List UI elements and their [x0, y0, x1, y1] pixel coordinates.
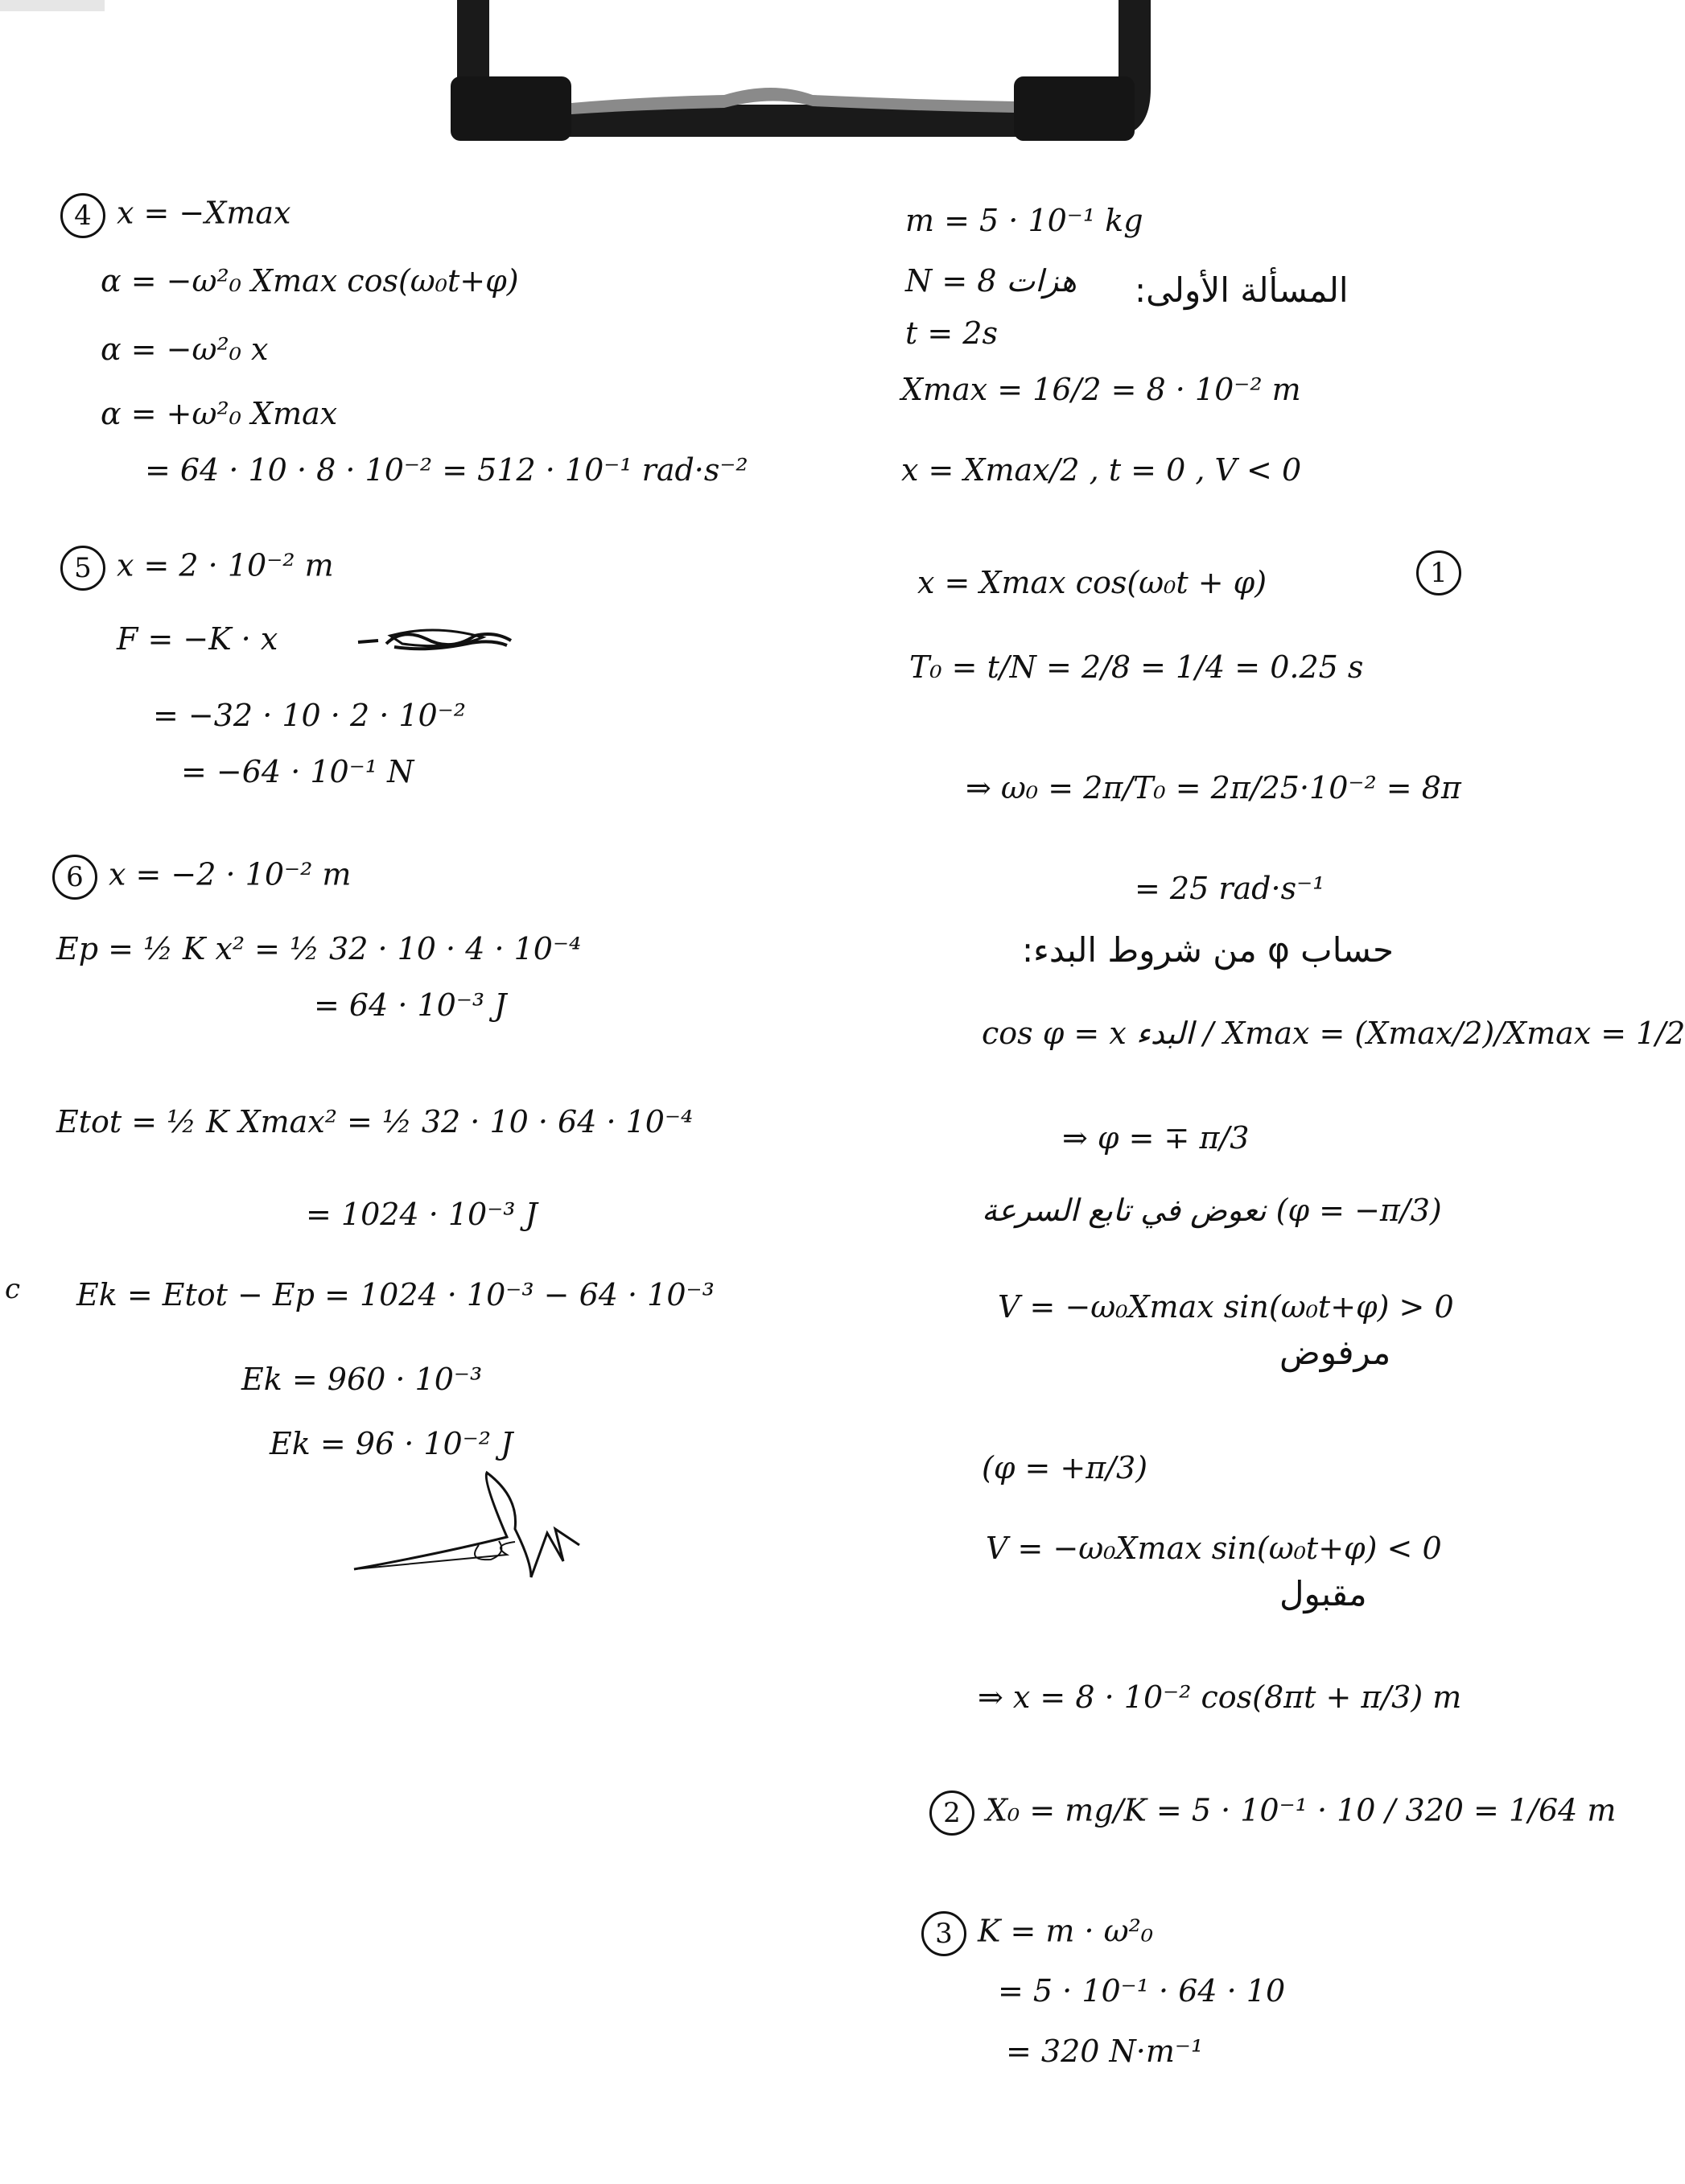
equation: x = −2 · 10⁻² m: [109, 856, 352, 892]
question-number: 6: [52, 855, 97, 900]
question-number: 3: [921, 1911, 966, 1956]
arabic-note: حساب φ من شروط البدء:: [1022, 930, 1394, 970]
given-time: t = 2s: [905, 315, 998, 351]
equation: ⇒ ω₀ = 2π/T₀ = 2π/25·10⁻² = 8π: [966, 770, 1461, 806]
clipboard-clip: [0, 0, 1545, 161]
equation: Ek = 960 · 10⁻³: [241, 1362, 483, 1397]
equation: x = 2 · 10⁻² m: [117, 547, 334, 583]
equation: Ek = Etot − Ep = 1024 · 10⁻³ − 64 · 10⁻³: [76, 1277, 715, 1312]
equation: = 25 rad·s⁻¹: [1135, 871, 1325, 906]
equation: Etot = ½ K Xmax² = ½ 32 · 10 · 64 · 10⁻⁴: [56, 1104, 694, 1139]
equation: ⇒ x = 8 · 10⁻² cos(8πt + π/3) m: [978, 1679, 1462, 1715]
equation: F = −K · x: [117, 621, 278, 657]
equation: Ek = 96 · 10⁻² J: [270, 1426, 513, 1461]
given-oscillations: N = 8 هزات: [905, 263, 1077, 299]
equation: V = −ω₀Xmax sin(ω₀t+φ) > 0: [998, 1289, 1454, 1325]
initial-conditions: x = Xmax/2 , t = 0 , V < 0: [901, 452, 1302, 488]
equation: (φ = +π/3): [982, 1450, 1148, 1486]
equation: Ep = ½ K x² = ½ 32 · 10 · 4 · 10⁻⁴: [56, 931, 582, 966]
margin-mark: c: [5, 1273, 21, 1305]
rejected-label: مرفوض: [1279, 1333, 1391, 1372]
question-number: 2: [929, 1790, 974, 1836]
equation: = −64 · 10⁻¹ N: [181, 754, 414, 789]
equation: ⇒ φ = ∓ π/3: [1062, 1120, 1250, 1156]
equation: = 5 · 10⁻¹ · 64 · 10: [998, 1973, 1286, 2009]
question-number: 1: [1416, 550, 1461, 595]
equation: α = −ω²₀ x: [101, 332, 269, 367]
accepted-label: مقبول: [1279, 1574, 1367, 1613]
question-number: 5: [60, 546, 105, 591]
equation: = 1024 · 10⁻³ J: [306, 1197, 538, 1232]
given-mass: m = 5 · 10⁻¹ kg: [905, 203, 1143, 238]
equation: α = +ω²₀ Xmax: [101, 396, 338, 431]
equation: = 64 · 10 · 8 · 10⁻² = 512 · 10⁻¹ rad·s⁻²: [145, 452, 748, 488]
equation: = 320 N·m⁻¹: [1006, 2034, 1204, 2069]
equation: x = Xmax cos(ω₀t + φ): [917, 565, 1267, 600]
equation: K = m · ω²₀: [978, 1913, 1154, 1949]
equation: x = −Xmax: [117, 195, 291, 231]
equation: α = −ω²₀ Xmax cos(ω₀t+φ): [101, 263, 519, 299]
equation: V = −ω₀Xmax sin(ω₀t+φ) < 0: [986, 1531, 1442, 1566]
equation: cos φ = x البدء / Xmax = (Xmax/2)/Xmax = 1/2: [982, 1016, 1685, 1051]
equation: = −32 · 10 · 2 · 10⁻²: [153, 698, 466, 733]
equation: نعوض في تابع السرعة (φ = −π/3): [982, 1193, 1442, 1228]
question-number: 4: [60, 193, 105, 238]
given-amplitude: Xmax = 16/2 = 8 · 10⁻² m: [901, 372, 1301, 407]
equation: T₀ = t/N = 2/8 = 1/4 = 0.25 s: [909, 649, 1364, 685]
equation: = 64 · 10⁻³ J: [314, 987, 507, 1023]
equation: X₀ = mg/K = 5 · 10⁻¹ · 10 / 320 = 1/64 m: [986, 1792, 1617, 1828]
signature: [346, 1465, 587, 1601]
problem-heading: المسألة الأولى:: [1135, 270, 1349, 310]
scribble-mark: [354, 620, 515, 660]
